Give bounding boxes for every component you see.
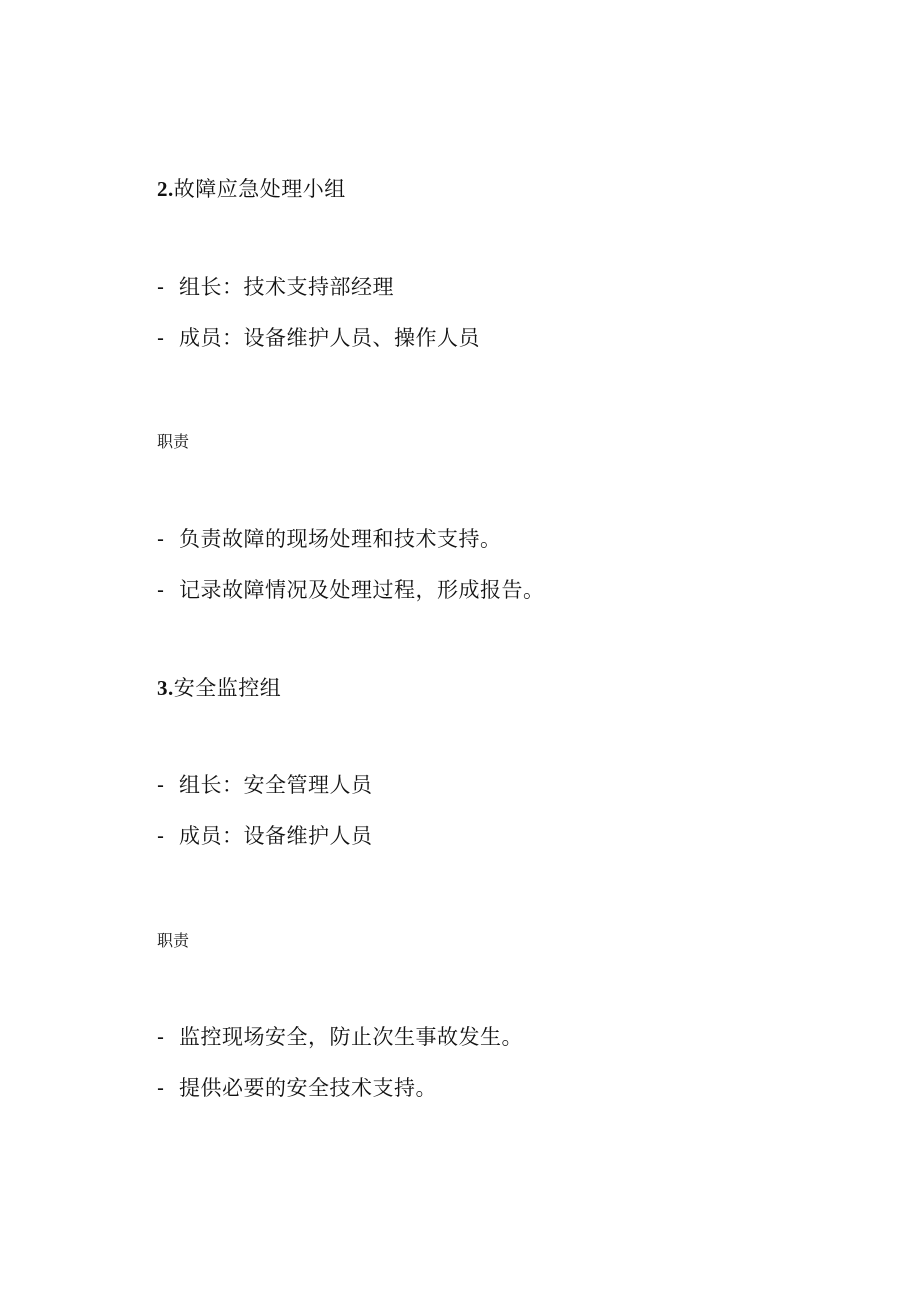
duty-item — [157, 1023, 523, 1052]
duty-text: 提供必要的安全技术支持。 — [179, 1076, 437, 1100]
member-item — [157, 822, 373, 851]
section-number: 2. — [157, 177, 174, 201]
member-item — [157, 273, 394, 302]
section-heading — [157, 674, 281, 702]
duties-label: 职责 — [157, 931, 190, 950]
bullet-dash: - — [157, 825, 165, 848]
section-title: 安全监控组 — [173, 676, 282, 700]
member-text: 组长：安全管理人员 — [179, 773, 373, 797]
member-item — [157, 324, 480, 353]
duty-item — [157, 1074, 437, 1103]
member-text: 成员：设备维护人员、操作人员 — [179, 326, 480, 350]
bullet-dash: - — [157, 276, 165, 299]
bullet-dash: - — [157, 327, 165, 350]
duty-text: 监控现场安全，防止次生事故发生。 — [179, 1025, 523, 1049]
section-title: 故障应急处理小组 — [173, 177, 346, 201]
section-number: 3. — [157, 676, 174, 700]
member-text: 成员：设备维护人员 — [179, 824, 373, 848]
duty-item — [157, 576, 545, 605]
member-item — [157, 771, 373, 800]
bullet-dash: - — [157, 774, 165, 797]
duties-label: 职责 — [157, 432, 190, 451]
bullet-dash: - — [157, 1077, 165, 1100]
section-heading — [157, 175, 346, 203]
duty-text: 负责故障的现场处理和技术支持。 — [179, 527, 502, 551]
duty-item — [157, 525, 502, 554]
bullet-dash: - — [157, 579, 165, 602]
member-text: 组长：技术支持部经理 — [179, 275, 394, 299]
duty-text: 记录故障情况及处理过程，形成报告。 — [179, 578, 545, 602]
bullet-dash: - — [157, 1026, 165, 1049]
bullet-dash: - — [157, 528, 165, 551]
